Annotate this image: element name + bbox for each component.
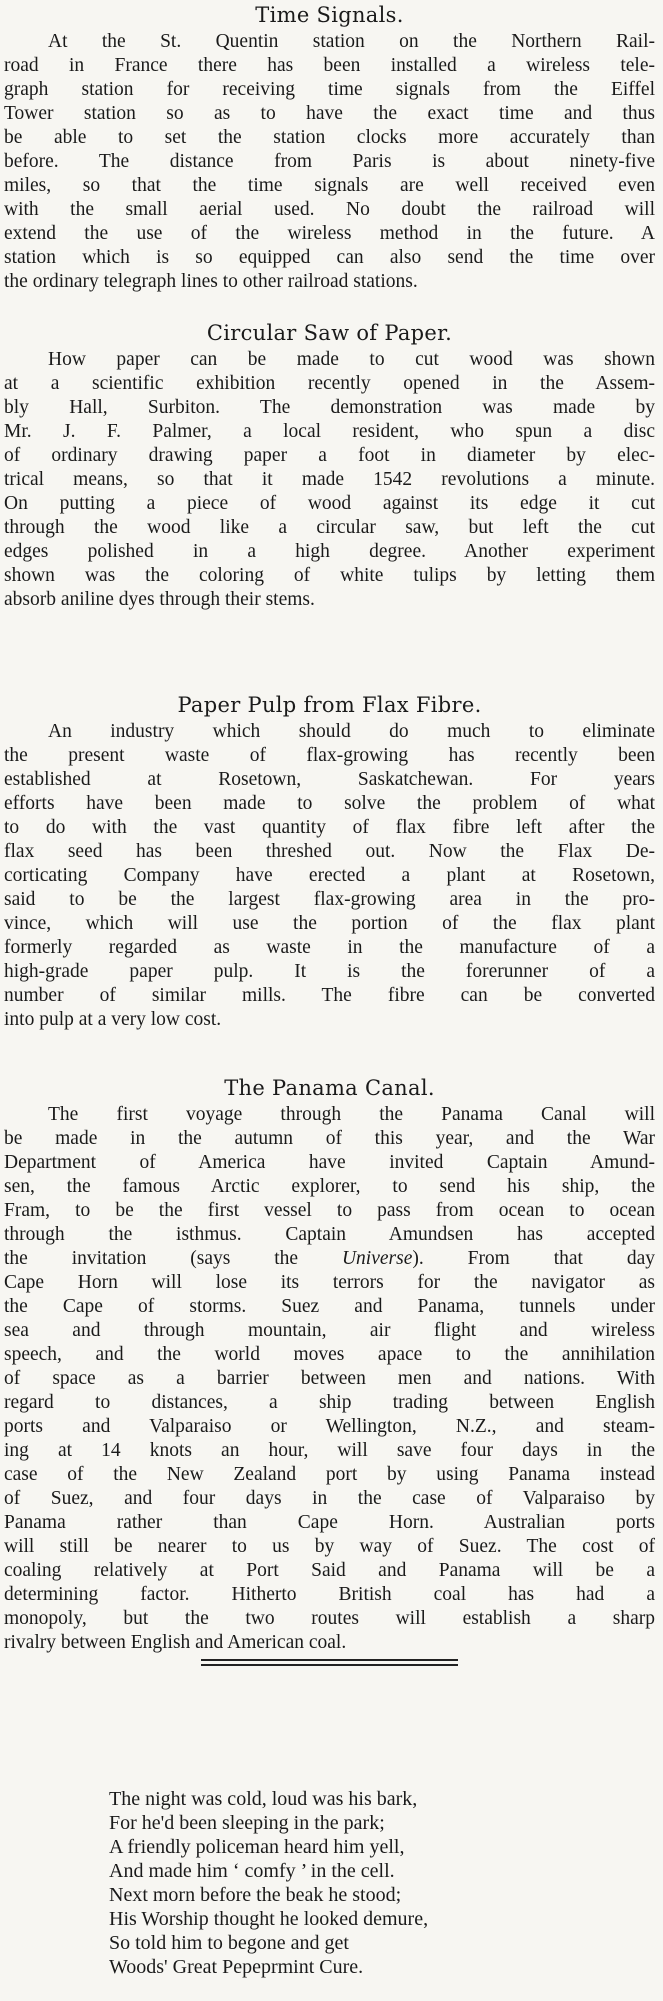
text-line: sen, the famous Arctic explorer, to send his ship, the <box>4 1176 655 1197</box>
text-line: the invitation (says the Universe). From that day <box>4 1248 655 1269</box>
text-line: Mr. J. F. Palmer, a local resident, who spun a disc <box>4 421 655 442</box>
text-line: On putting a piece of wood against its edge it cut <box>4 493 655 514</box>
text-line: corticating Company have erected a plant at Rosetown, <box>4 865 655 886</box>
text-line: trical means, so that it made 1542 revolutions a minute. <box>4 469 655 490</box>
text-line: established at Rosetown, Saskatchewan. For years <box>4 769 655 790</box>
article-title: The Panama Canal. <box>224 1076 435 1100</box>
text-line: Cape Horn will lose its terrors for the navigator as <box>4 1272 655 1293</box>
text-line: high-grade paper pulp. It is the forerunner of a <box>4 961 655 982</box>
article-body <box>4 348 655 612</box>
poem-line: Next morn before the beak he stood; <box>109 1884 402 1906</box>
text-line: Department of America have invited Captain Amund- <box>4 1152 655 1173</box>
text-line: case of the New Zealand port by using Panama instead <box>4 1464 655 1485</box>
text-line: How paper can be made to cut wood was shown <box>48 349 655 370</box>
text-line: coaling relatively at Port Said and Panama will be a <box>4 1560 655 1581</box>
text-line: of Suez, and four days in the case of Valparaiso by <box>4 1488 655 1509</box>
poem-line: So told him to begone and get <box>109 1932 349 1954</box>
poem-line: And made him ‘ comfy ’ in the cell. <box>109 1860 395 1882</box>
text-line: formerly regarded as waste in the manufacture of a <box>4 937 655 958</box>
poem-line: A friendly policeman heard him yell, <box>109 1836 405 1858</box>
text-line: extend the use of the wireless method in the future. A <box>4 223 655 244</box>
poem-line: For he'd been sleeping in the park; <box>109 1812 385 1834</box>
article-body <box>4 1103 655 1655</box>
text-line: bly Hall, Surbiton. The demonstration was made by <box>4 397 655 418</box>
text-line: of space as a barrier between men and nations. With <box>4 1368 655 1389</box>
text-line: into pulp at a very low cost. <box>4 1009 222 1030</box>
text-line: ports and Valparaiso or Wellington, N.Z., and steam- <box>4 1416 655 1437</box>
text-line: the Cape of storms. Suez and Panama, tunnels under <box>4 1296 655 1317</box>
text-line: Tower station so as to have the exact time and thus <box>4 103 655 124</box>
text-line: before. The distance from Paris is about ninety-five <box>4 151 655 172</box>
text-line: will still be nearer to us by way of Suez. The cost of <box>4 1536 655 1557</box>
text-line: regard to distances, a ship trading between English <box>4 1392 655 1413</box>
text-line: shown was the coloring of white tulips by letting them <box>4 565 655 586</box>
text-line: absorb aniline dyes through their stems. <box>4 589 315 610</box>
text-line: Fram, to be the first vessel to pass from ocean to ocean <box>4 1200 655 1221</box>
text-line: flax seed has been threshed out. Now the Flax De- <box>4 841 655 862</box>
text-line: An industry which should do much to eliminate <box>48 721 655 742</box>
text-line: through the wood like a circular saw, but left the cut <box>4 517 655 538</box>
text-line: the present waste of flax-growing has recently been <box>4 745 655 766</box>
publication-name: Universe <box>341 1248 413 1269</box>
text-line: rivalry between English and American coal. <box>4 1632 347 1653</box>
text-line: miles, so that the time signals are well received even <box>4 175 655 196</box>
text-line: be made in the autumn of this year, and the War <box>4 1128 655 1149</box>
text-line: graph station for receiving time signals from the Eiffel <box>4 79 655 100</box>
text-line: efforts have been made to solve the problem of what <box>4 793 655 814</box>
text-line: The first voyage through the Panama Canal will <box>48 1104 655 1125</box>
text-line: said to be the largest flax-growing area in the pro- <box>4 889 655 910</box>
text-line: edges polished in a high degree. Another experiment <box>4 541 655 562</box>
text-line: ing at 14 knots an hour, will save four days in the <box>4 1440 655 1461</box>
text-line: determining factor. Hitherto British coal has had a <box>4 1584 655 1605</box>
advertisement-poem <box>109 1787 655 1979</box>
text-line: road in France there has been installed a wireless tele- <box>4 55 655 76</box>
text-line: through the isthmus. Captain Amundsen has accepted <box>4 1224 655 1245</box>
article-body <box>4 720 655 1032</box>
text-line: with the small aerial used. No doubt the railroad will <box>4 199 655 220</box>
poem-line: His Worship thought he looked demure, <box>109 1908 429 1930</box>
article-circular-saw <box>4 318 655 690</box>
poem-line: Woods' Great Pepeprmint Cure. <box>109 1956 364 1978</box>
text-line: the ordinary telegraph lines to other railroad stations. <box>4 271 418 292</box>
article-title: Circular Saw of Paper. <box>206 321 453 345</box>
text-line: to do with the vast quantity of flax fibre left after the <box>4 817 655 838</box>
article-body <box>4 30 655 294</box>
text-line: number of similar mills. The fibre can be converted <box>4 985 655 1006</box>
article-title: Paper Pulp from Flax Fibre. <box>177 693 482 717</box>
text-line: monopoly, but the two routes will establish a sharp <box>4 1608 655 1629</box>
article-title: Time Signals. <box>255 3 404 27</box>
text-line: be able to set the station clocks more accurately than <box>4 127 655 148</box>
text-line: at a scientific exhibition recently opened in the Assem- <box>4 373 655 394</box>
text-line: Panama rather than Cape Horn. Australian ports <box>4 1512 655 1533</box>
text-line: vince, which will use the portion of the flax plant <box>4 913 655 934</box>
text-line: At the St. Quentin station on the Northern Rail- <box>48 31 655 52</box>
text-line: station which is so equipped can also send the time over <box>4 247 655 268</box>
double-rule-divider <box>201 1659 458 1666</box>
article-panama-canal <box>4 1073 655 1743</box>
article-time-signals <box>4 0 655 318</box>
poem-line: The night was cold, loud was his bark, <box>109 1788 418 1810</box>
article-paper-pulp <box>4 690 655 1073</box>
text-line: sea and through mountain, air flight and wireless <box>4 1320 655 1341</box>
text-line: speech, and the world moves apace to the annihilation <box>4 1344 655 1365</box>
text-line: of ordinary drawing paper a foot in diameter by elec- <box>4 445 655 466</box>
